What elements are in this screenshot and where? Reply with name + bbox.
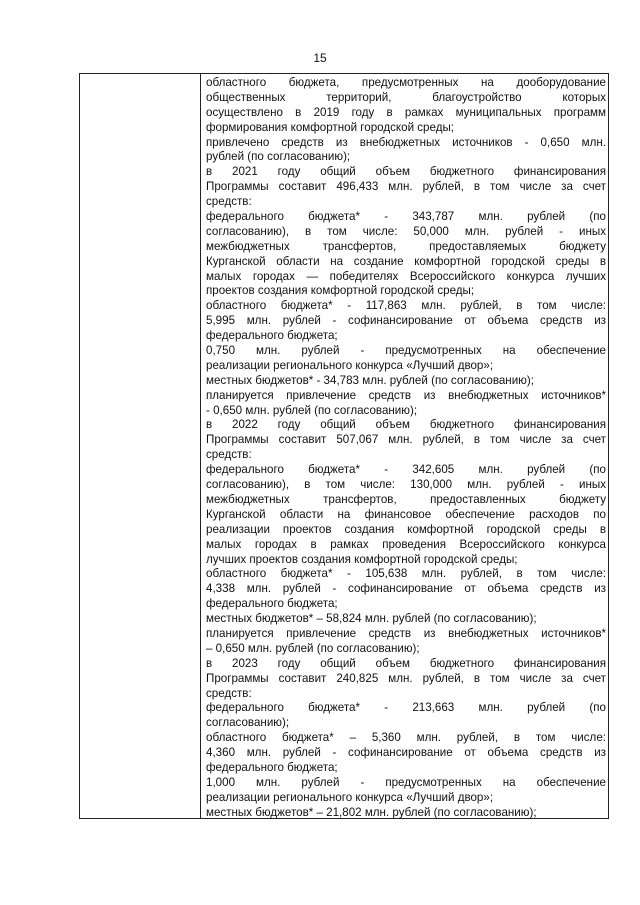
text-line: федерального бюджета* - 342,605 млн. рублей (по	[206, 463, 606, 477]
text-line: общественных территорий, благоустройство которых	[206, 90, 606, 104]
text-line: межбюджетных трансфертов, предоставленных бюджету	[206, 492, 606, 506]
text-line: 5,995 млн. рублей - софинансирование от объема средств из	[206, 314, 606, 328]
page-number: 15	[313, 51, 327, 65]
text-line: местных бюджетов* – 58,824 млн. рублей (по согласованию);	[206, 612, 537, 626]
text-line: средств:	[206, 686, 252, 700]
text-line: Программы составит 240,825 млн. рублей, в том числе за счет	[206, 671, 606, 685]
text-line: 0,750 млн. рублей - предусмотренных на обеспечение	[206, 344, 606, 358]
text-line: – 0,650 млн. рублей (по согласованию);	[206, 641, 420, 655]
text-line: Курганской области на создание комфортной городской среды в	[206, 254, 606, 268]
text-line: рублей (по согласованию);	[206, 150, 351, 164]
text-line: проектов создания комфортной городской среды;	[206, 284, 475, 298]
text-line: планируется привлечение средств из внебюджетных источников*	[206, 626, 606, 640]
text-line: реализации регионального конкурса «Лучший двор»;	[206, 790, 494, 804]
text-line: федерального бюджета* - 343,787 млн. рублей (по	[206, 210, 606, 224]
text-line: областного бюджета, предусмотренных на дооборудование	[206, 76, 606, 89]
text-line: осуществлено в 2019 году в рамках муниципальных программ	[206, 105, 606, 119]
text-line: 1,000 млн. рублей - предусмотренных на обеспечение	[206, 775, 606, 789]
text-line: лучших проектов создания комфортной городской среды;	[206, 552, 518, 566]
text-line: малых городах в рамках проведения Всероссийского конкурса	[206, 537, 606, 551]
text-line: областного бюджета* – 5,360 млн. рублей, в том числе:	[206, 731, 606, 745]
text-line: 4,338 млн. рублей - софинансирование от объема средств из	[206, 582, 606, 596]
text-line: федерального бюджета;	[206, 597, 338, 611]
text-line: федерального бюджета* - 213,663 млн. рублей (по	[206, 701, 606, 715]
text-line: местных бюджетов* – 21,802 млн. рублей (по согласованию);	[206, 805, 537, 819]
text-line: Программы составит 507,067 млн. рублей, в том числе за счет	[206, 433, 606, 447]
text-line: привлечено средств из внебюджетных источников - 0,650 млн.	[206, 135, 606, 149]
text-line: межбюджетных трансфертов, предоставляемых бюджету	[206, 239, 606, 253]
text-line: согласованию), в том числе: 50,000 млн. рублей - иных	[206, 224, 606, 238]
text-line: малых городах — победителях Всероссийского конкурса лучших	[206, 269, 606, 283]
text-line: согласованию);	[206, 716, 290, 730]
column-divider	[200, 74, 201, 818]
text-line: планируется привлечение средств из внебюджетных источников*	[206, 388, 606, 402]
text-line: реализации регионального конкурса «Лучший двор»;	[206, 358, 494, 372]
text-line: реализации проектов создания комфортной городской среды в	[206, 522, 606, 536]
text-line: 4,360 млн. рублей - софинансирование от объема средств из	[206, 746, 606, 760]
text-line: местных бюджетов* - 34,783 млн. рублей (по согласованию);	[206, 373, 534, 387]
text-line: согласованию), в том числе: 130,000 млн. рублей - иных	[206, 478, 606, 492]
text-line: в 2021 году общий объем бюджетного финансирования	[206, 165, 606, 179]
text-line: областного бюджета* - 117,863 млн. рублей, в том числе:	[206, 299, 606, 313]
text-line: федерального бюджета;	[206, 760, 338, 774]
text-line: Программы составит 496,433 млн. рублей, в том числе за счет	[206, 180, 606, 194]
text-line: федерального бюджета;	[206, 329, 338, 343]
content-table	[79, 73, 609, 819]
text-line: Курганской области на финансовое обеспечение расходов по	[206, 507, 606, 521]
text-line: средств:	[206, 448, 252, 462]
text-line: - 0,650 млн. рублей (по согласованию);	[206, 403, 418, 417]
text-cell	[206, 76, 606, 821]
text-line: в 2022 году общий объем бюджетного финансирования	[206, 418, 606, 432]
text-line: формирования комфортной городской среды;	[206, 120, 455, 134]
text-line: в 2023 году общий объем бюджетного финансирования	[206, 656, 606, 670]
text-line: областного бюджета* - 105,638 млн. рублей, в том числе:	[206, 567, 606, 581]
text-line: средств:	[206, 195, 252, 209]
